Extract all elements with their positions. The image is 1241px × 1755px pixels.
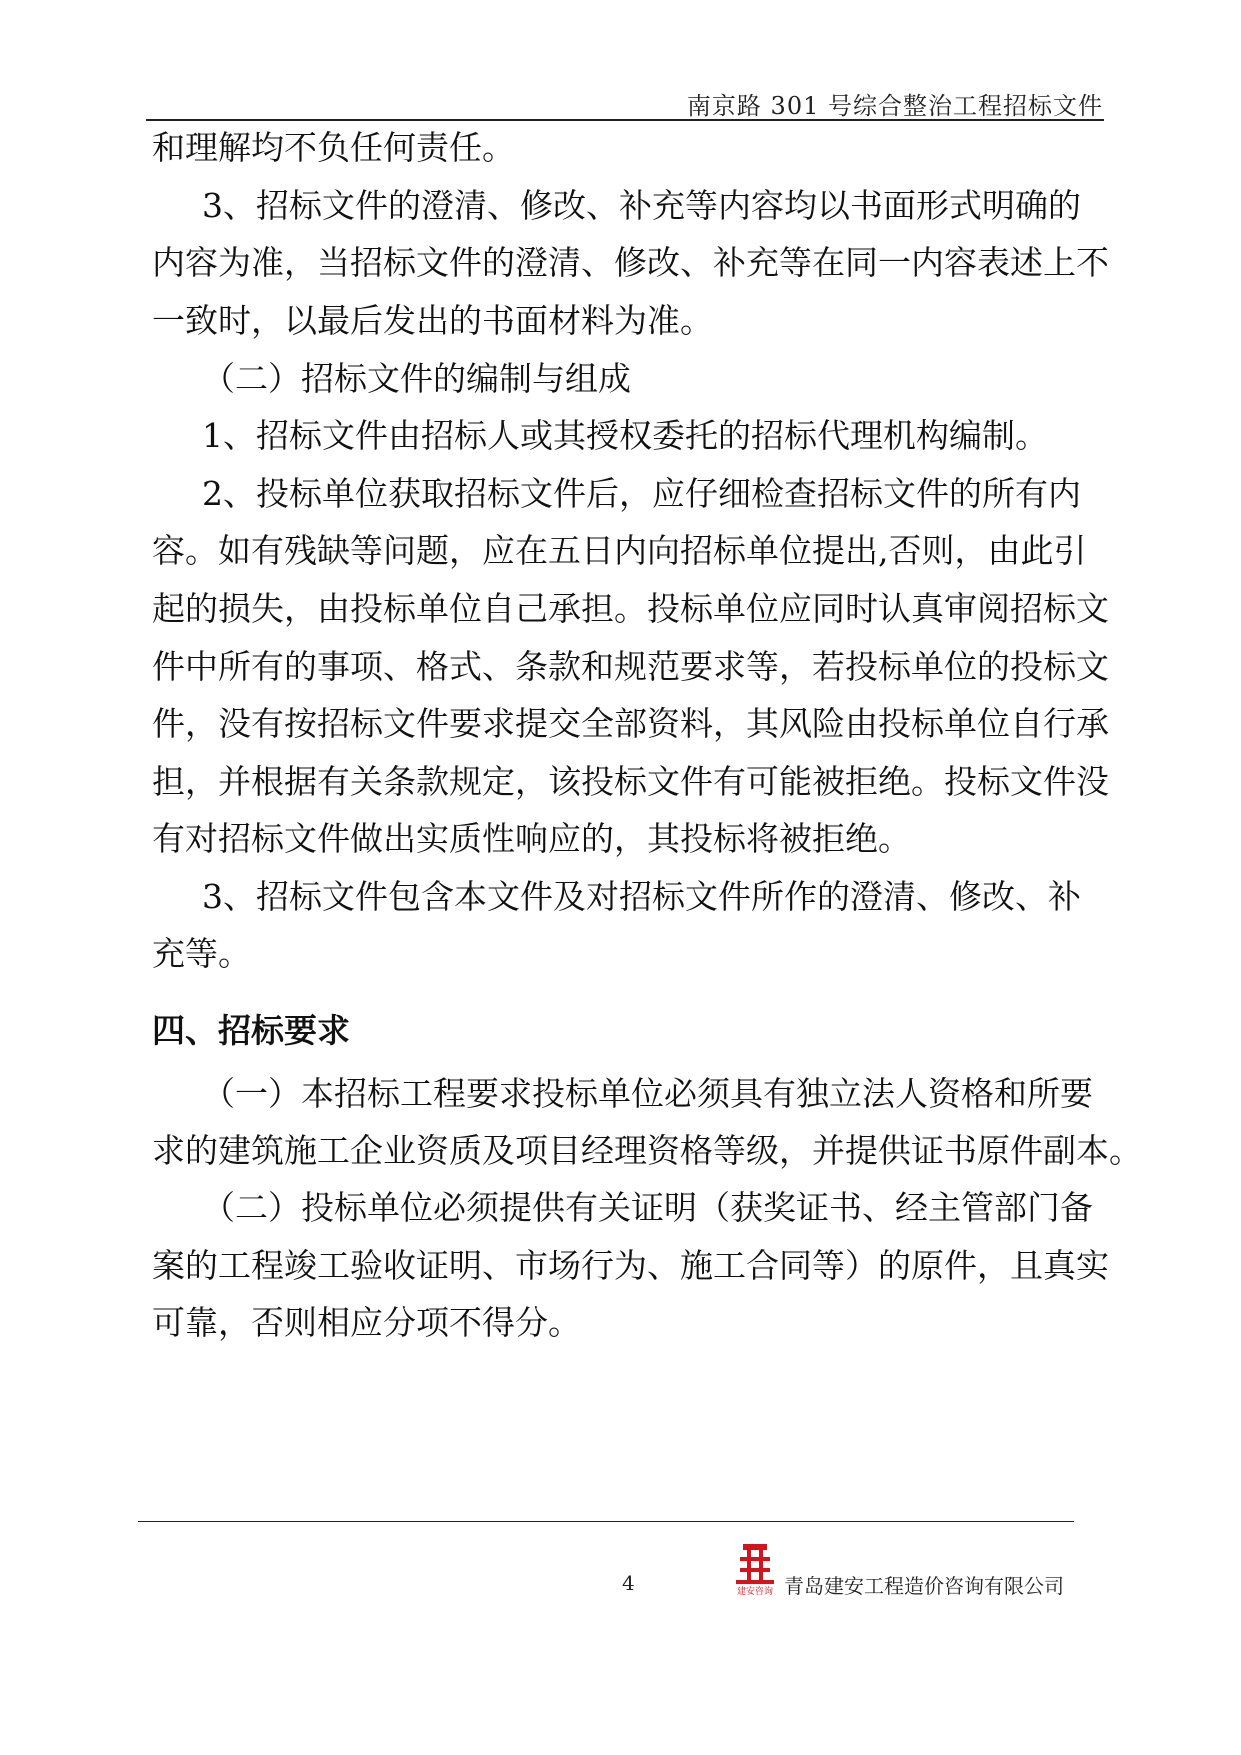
- body-line: 3、招标文件包含本文件及对招标文件所作的澄清、修改、补: [202, 877, 1081, 916]
- body-line: 1、招标文件由招标人或其授权委托的招标代理机构编制。: [202, 416, 1048, 455]
- header-divider: [146, 119, 1104, 121]
- company-logo-icon: [728, 1540, 782, 1596]
- footer-company-name: 青岛建安工程造价咨询有限公司: [784, 1574, 1064, 1598]
- header-title: 南京路 301 号综合整治工程招标文件: [686, 92, 1103, 120]
- body-line: 求的建筑施工企业资质及项目经理资格等级，并提供证书原件副本。: [152, 1131, 1142, 1170]
- body-line: 一致时，以最后发出的书面材料为准。: [152, 301, 713, 340]
- body-line: 件，没有按招标文件要求提交全部资料，其风险由投标单位自行承: [152, 704, 1109, 743]
- body-line: 有对招标文件做出实质性响应的，其投标将被拒绝。: [152, 819, 911, 858]
- body-line: 案的工程竣工验收证明、市场行为、施工合同等）的原件，且真实: [152, 1246, 1109, 1285]
- body-line: （二）投标单位必须提供有关证明（获奖证书、经主管部门备: [202, 1188, 1093, 1227]
- body-line: 和理解均不负任何责任。: [152, 128, 515, 167]
- body-line: 可靠，否则相应分项不得分。: [152, 1303, 581, 1342]
- footer-divider: [138, 1521, 1074, 1522]
- body-line: 容。如有残缺等问题，应在五日内向招标单位提出,否则，由此引: [152, 531, 1087, 570]
- body-line: 件中所有的事项、格式、条款和规范要求等，若投标单位的投标文: [152, 647, 1109, 686]
- body-line: 担，并根据有关条款规定，该投标文件有可能被拒绝。投标文件没: [152, 762, 1109, 801]
- body-line: 起的损失，由投标单位自己承担。投标单位应同时认真审阅招标文: [152, 589, 1109, 628]
- body-line: 内容为准，当招标文件的澄清、修改、补充等在同一内容表述上不: [152, 243, 1109, 282]
- body-line: （一）本招标工程要求投标单位必须具有独立法人资格和所要: [202, 1074, 1093, 1113]
- body-line: 充等。: [152, 934, 251, 973]
- body-line: 2、投标单位获取招标文件后，应仔细检查招标文件的所有内: [202, 474, 1081, 513]
- body-line: 3、招标文件的澄清、修改、补充等内容均以书面形式明确的: [202, 186, 1081, 225]
- section-heading: 四、招标要求: [152, 1011, 350, 1050]
- page-number: 4: [622, 1571, 635, 1595]
- body-line: （二）招标文件的编制与组成: [202, 359, 631, 398]
- logo-caption: 建安咨询: [736, 1587, 774, 1596]
